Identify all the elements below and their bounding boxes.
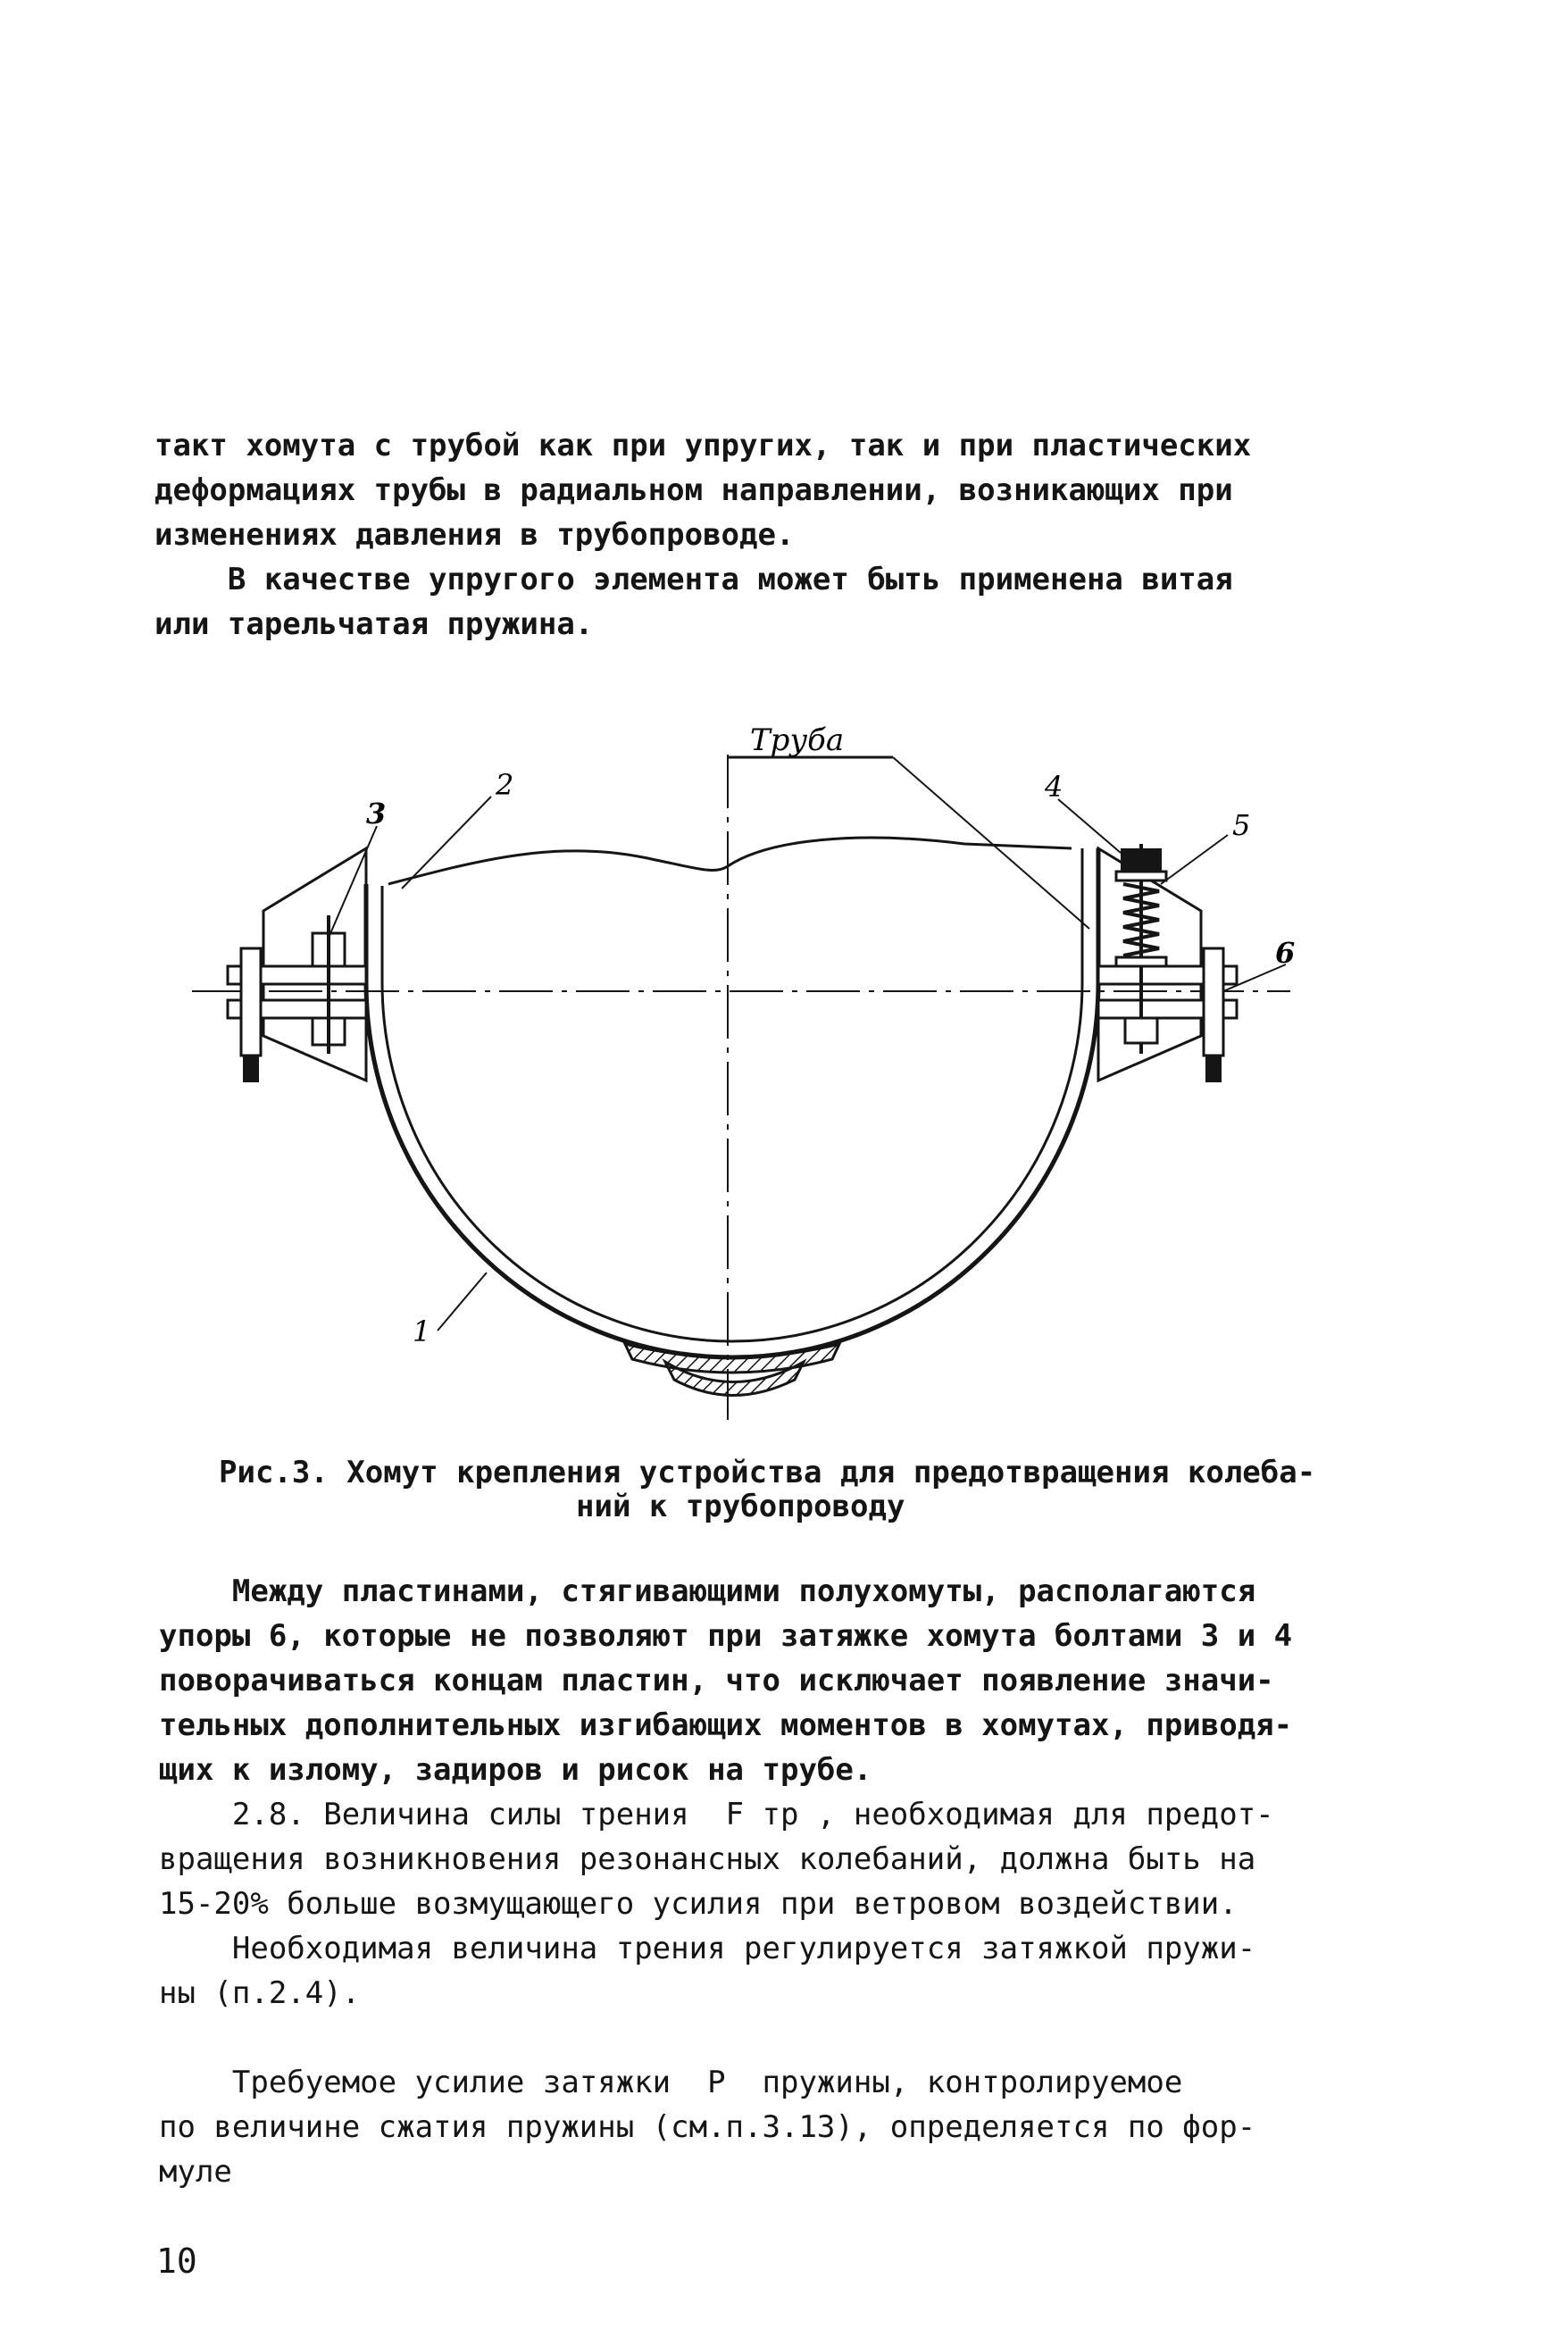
leader-2 — [402, 797, 491, 889]
body-paragraph-1-line-3: поворачиваться концам пластин, что исключает появление значи- — [159, 1663, 1274, 1698]
body-paragraph-1-line-4: тельных дополнительных изгибающих моментов в хомутах, приводя- — [159, 1707, 1293, 1743]
pipe-break-line — [388, 838, 1072, 884]
body-paragraph-4-line-3: муле — [159, 2154, 232, 2190]
top-paragraph-1-line-3: изменениях давления в трубопроводе. — [154, 517, 795, 553]
clamp-figure — [179, 714, 1304, 1429]
body-paragraph-1-line-1: Между пластинами, стягивающими полухомуты, располагаются — [159, 1573, 1256, 1609]
right-stop-screw — [1205, 1056, 1222, 1082]
spring-bolt-nut-top — [1121, 848, 1162, 872]
left-stop-screw — [243, 1056, 259, 1082]
body-paragraph-1-line-5: щих к излому, задиров и рисок на трубе. — [159, 1752, 872, 1788]
leader-3 — [329, 826, 377, 938]
body-paragraph-3-line-1: Необходимая величина трения регулируется затяжкой пружи- — [159, 1931, 1256, 1966]
label-6: 6 — [1275, 936, 1296, 970]
top-paragraph-2-line-2: или тарельчатая пружина. — [154, 606, 594, 642]
body-paragraph-2-line-2: вращения возникновения резонансных колебаний, должна быть на — [159, 1841, 1256, 1877]
body-paragraph-1-line-2: упоры 6, которые не позволяют при затяжке хомута болтами 3 и 4 — [159, 1618, 1293, 1654]
label-1: 1 — [413, 1315, 431, 1348]
right-stop — [1204, 948, 1223, 1056]
body-paragraph-2-line-1: 2.8. Величина силы трения F тр , необходимая для предот- — [159, 1797, 1274, 1832]
left-stop — [241, 948, 261, 1056]
label-pipe: Труба — [750, 722, 845, 758]
top-paragraph-2-line-1: В качестве упругого элемента может быть применена витая — [154, 562, 1233, 597]
figure-caption-line-2: ний к трубопроводу — [576, 1489, 905, 1524]
label-4: 4 — [1045, 770, 1063, 804]
label-2: 2 — [496, 768, 514, 802]
body-paragraph-4-line-1: Требуемое усилие затяжки P пружины, контролируемое — [159, 2065, 1183, 2100]
spring-bolt-nut-bottom — [1125, 1018, 1157, 1043]
spring-washer — [1116, 872, 1166, 881]
body-paragraph-3-line-2: ны (п.2.4). — [159, 1975, 361, 2011]
top-paragraph-1-line-2: деформациях трубы в радиальном направлении, возникающих при — [154, 472, 1233, 508]
body-paragraph-4-line-2: по величине сжатия пружины (см.п.3.13), определяется по фор- — [159, 2109, 1256, 2145]
leader-5 — [1161, 835, 1228, 884]
label-3: 3 — [366, 797, 387, 830]
figure-caption-line-1: Рис.3. Хомут крепления устройства для предотвращения колеба- — [219, 1455, 1316, 1490]
spring-washer-bottom — [1116, 957, 1166, 966]
clamp-band-inner — [382, 848, 1082, 1341]
page-number: 10 — [156, 2241, 197, 2281]
leader-1 — [438, 1273, 487, 1331]
top-paragraph-1-line-1: такт хомута с трубой как при упругих, так и при пластических — [154, 428, 1252, 463]
body-paragraph-2-line-3: 15-20% больше возмущающего усилия при ветровом воздействии. — [159, 1886, 1238, 1922]
label-5: 5 — [1232, 808, 1251, 842]
clamp-band-outer — [366, 848, 1098, 1357]
leader-4 — [1058, 799, 1121, 853]
